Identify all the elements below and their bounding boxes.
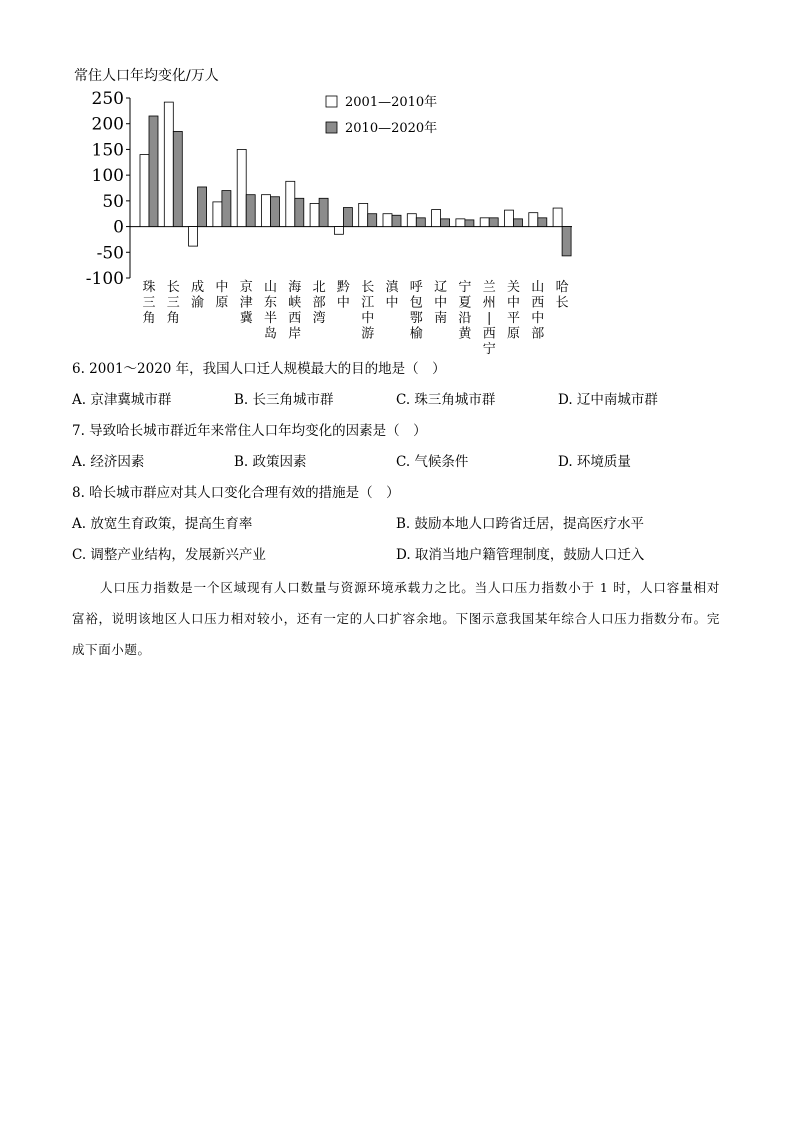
x-category-char: 宁 — [458, 280, 472, 295]
x-category-char: 津 — [239, 295, 253, 311]
y-tick-label: 150 — [91, 140, 124, 161]
q8-option-b[interactable]: B. 鼓励本地人口跨省迁居，提高医疗水平 — [396, 516, 645, 532]
x-category-label — [531, 280, 544, 342]
q6-option-a[interactable]: A. 京津冀城市群 — [72, 392, 172, 408]
y-tick-label: 250 — [91, 89, 124, 109]
bar-2010-2020 — [514, 219, 523, 227]
bar-2010-2020 — [416, 218, 425, 227]
x-category-char: 中 — [336, 295, 350, 311]
bar-2001-2010 — [529, 213, 538, 227]
x-category-char: 夏 — [458, 295, 472, 311]
bar-2010-2020 — [562, 227, 571, 256]
x-category-char: 州 — [482, 295, 496, 311]
x-category-label — [361, 280, 374, 342]
x-category-char: 榆 — [409, 326, 423, 342]
legend-swatch — [326, 122, 337, 133]
q7-option-b[interactable]: B. 政策因素 — [234, 454, 307, 470]
x-category-char: 西 — [531, 295, 545, 311]
x-category-label — [337, 280, 350, 311]
bar-2001-2010 — [383, 214, 392, 227]
x-category-char: 中 — [434, 295, 448, 311]
bar-2010-2020 — [319, 198, 328, 226]
x-category-label — [458, 280, 472, 342]
bar-2001-2010 — [262, 195, 271, 227]
x-category-char: 半 — [263, 311, 278, 326]
x-category-char: 冀 — [239, 311, 253, 326]
x-category-char: 北 — [312, 280, 326, 295]
x-category-char: 中 — [215, 280, 229, 295]
bar-2010-2020 — [392, 215, 401, 226]
y-tick-label: -50 — [96, 243, 124, 264]
bar-2010-2020 — [489, 218, 498, 227]
x-category-char: 三 — [142, 295, 156, 311]
q7-option-d[interactable]: D. 环境质量 — [558, 454, 631, 470]
x-category-char: 京 — [239, 280, 253, 295]
x-category-label — [264, 280, 277, 342]
bar-2010-2020 — [441, 219, 450, 227]
x-category-label — [410, 280, 423, 342]
x-category-label — [191, 279, 204, 311]
bar-2010-2020 — [295, 198, 304, 226]
x-category-char: 长 — [555, 295, 569, 311]
bar-2010-2020 — [198, 187, 207, 227]
x-category-char: 角 — [142, 311, 156, 326]
x-category-char: 长 — [166, 280, 180, 295]
x-category-label — [288, 280, 301, 342]
x-category-char: 南 — [434, 311, 448, 326]
q8-option-c[interactable]: C. 调整产业结构，发展新兴产业 — [72, 547, 266, 563]
x-category-char: 鄂 — [409, 311, 423, 326]
x-category-char: 游 — [361, 326, 375, 342]
x-category-char: 海 — [288, 280, 302, 295]
q6-option-c[interactable]: C. 珠三角城市群 — [396, 392, 496, 408]
chart-svg — [60, 60, 620, 360]
bar-2001-2010 — [456, 219, 465, 227]
x-category-label — [313, 280, 326, 326]
bar-2010-2020 — [343, 208, 352, 227]
x-category-char: 哈 — [555, 280, 569, 295]
x-category-char: 原 — [215, 295, 229, 311]
x-category-char: 岸 — [288, 326, 302, 342]
x-category-label — [434, 280, 447, 326]
x-category-char: 黔 — [336, 280, 350, 295]
q8-option-d[interactable]: D. 取消当地户籍管理制度，鼓励人口迁入 — [396, 547, 645, 563]
x-category-label — [167, 280, 180, 326]
bar-2010-2020 — [246, 195, 255, 227]
bar-2001-2010 — [189, 227, 198, 247]
x-category-char: 平 — [506, 311, 521, 326]
bar-2010-2020 — [173, 131, 182, 226]
bar-2001-2010 — [310, 203, 319, 226]
question-8: 8. 哈长城市群应对其人口变化合理有效的措施是（ ） — [72, 485, 400, 501]
x-category-char: 三 — [166, 295, 180, 311]
x-category-char: 呼 — [409, 280, 423, 295]
bar-2001-2010 — [334, 227, 343, 235]
x-category-char: 岛 — [263, 326, 278, 342]
x-category-char: 东 — [263, 295, 278, 311]
x-category-char: 关 — [506, 280, 521, 295]
q6-option-d[interactable]: D. 辽中南城市群 — [558, 392, 658, 408]
x-category-char: 角 — [166, 311, 180, 326]
bar-2001-2010 — [237, 149, 246, 226]
bar-2010-2020 — [538, 218, 547, 227]
bar-2010-2020 — [465, 220, 474, 227]
bar-2001-2010 — [505, 210, 514, 226]
x-category-char: 沿 — [458, 311, 472, 326]
x-category-char: 原 — [506, 326, 521, 342]
x-category-char: 兰 — [482, 280, 496, 295]
question-7: 7. 导致哈长城市群近年来常住人口年均变化的因素是（ ） — [72, 423, 427, 439]
bar-2001-2010 — [480, 218, 489, 227]
q7-option-a[interactable]: A. 经济因素 — [72, 454, 145, 470]
x-category-char: 渝 — [191, 295, 205, 311]
y-tick-label: 200 — [91, 114, 124, 135]
bar-2001-2010 — [553, 208, 562, 227]
bar-2010-2020 — [149, 116, 158, 227]
y-tick-label: 50 — [102, 191, 124, 212]
x-category-char: 西 — [288, 311, 302, 326]
x-category-char: 中 — [385, 295, 399, 311]
y-tick-label: -100 — [85, 269, 124, 289]
population-change-chart — [60, 60, 620, 360]
q8-option-a[interactable]: A. 放宽生育政策，提高生育率 — [72, 516, 253, 532]
y-axis-title: 常住人口年均变化/万人 — [74, 68, 219, 84]
x-category-char: 峡 — [288, 295, 302, 311]
x-category-char: 长 — [361, 280, 375, 295]
x-category-char: 滇 — [385, 280, 399, 295]
x-category-char: 辽 — [434, 280, 448, 295]
bar-2001-2010 — [286, 181, 295, 226]
question-6: 6. 2001～2020 年，我国人口迁人规模最大的目的地是（ ） — [72, 361, 446, 377]
bar-2001-2010 — [213, 202, 222, 227]
legend-label: 2001—2010年 — [345, 95, 438, 110]
x-category-char: 中 — [506, 295, 521, 311]
x-category-char: 部 — [312, 295, 326, 311]
x-category-label — [385, 280, 399, 311]
bar-2001-2010 — [407, 214, 416, 227]
x-category-label — [507, 280, 520, 342]
x-category-char: 黄 — [458, 326, 472, 342]
legend-swatch — [326, 96, 337, 107]
x-category-label — [240, 279, 254, 326]
bar-2001-2010 — [432, 210, 441, 227]
x-category-char: 西 — [482, 326, 496, 342]
q6-option-b[interactable]: B. 长三角城市群 — [234, 392, 334, 408]
bar-2001-2010 — [140, 155, 149, 227]
bar-2010-2020 — [271, 197, 280, 227]
x-category-char: 部 — [531, 326, 545, 342]
y-tick-label: 100 — [91, 166, 124, 187]
x-category-label — [142, 279, 155, 326]
bar-2010-2020 — [222, 191, 231, 227]
x-category-char: 中 — [361, 311, 375, 326]
x-category-label — [215, 279, 228, 311]
x-category-char: 山 — [263, 280, 278, 295]
x-category-label — [483, 280, 496, 357]
x-category-char: 包 — [409, 295, 423, 311]
y-tick-label: 0 — [113, 217, 124, 238]
bar-2001-2010 — [359, 203, 368, 226]
x-category-char: 宁 — [482, 342, 496, 357]
bar-2010-2020 — [368, 214, 377, 227]
legend-label: 2010—2020年 — [345, 121, 438, 136]
x-category-char: 珠 — [142, 280, 156, 295]
x-category-char: 湾 — [312, 311, 326, 326]
q7-option-c[interactable]: C. 气候条件 — [396, 454, 469, 470]
x-category-char: | — [487, 311, 492, 326]
x-category-label — [556, 280, 569, 311]
x-category-char: 成 — [191, 280, 205, 295]
x-category-char: 山 — [531, 280, 545, 295]
x-category-char: 中 — [531, 311, 545, 326]
bar-2001-2010 — [164, 102, 173, 226]
x-category-char: 江 — [361, 295, 375, 311]
passage-paragraph: 人口压力指数是一个区域现有人口数量与资源环境承载力之比。当人口压力指数小于 1 时，人口容量相对富裕，说明该地区人口压力相对较小，还有一定的人口扩容余地。下图示意我国某年综合人口压力指数分布。完成下面小题。 — [72, 580, 720, 657]
